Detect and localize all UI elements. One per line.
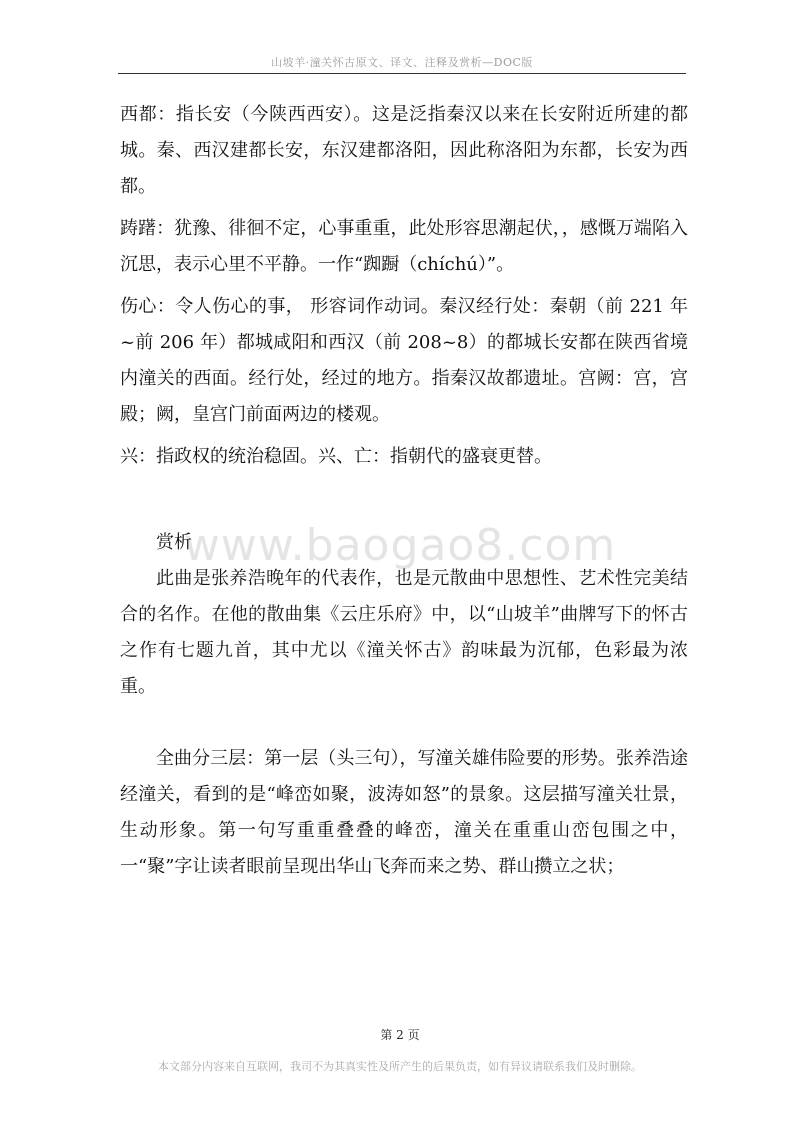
note-xidu: 西都：指长安（今陕西西安）。这是泛指秦汉以来在长安附近所建的都城。秦、西汉建都长安，东汉建都洛阳，因此称洛阳为东都，长安为西都。 bbox=[120, 104, 688, 197]
watermark: www.baogao8.com bbox=[183, 520, 617, 571]
spacer bbox=[120, 705, 688, 741]
note-xing: 兴：指政权的统治稳固。兴、亡：指朝代的盛衰更替。 bbox=[120, 446, 552, 467]
footer-disclaimer: 本文部分内容来自互联网，我司不为其真实性及所产生的后果负责，如有异议请联系我们及时删除。 bbox=[158, 1060, 642, 1073]
note-chouchu: 踌躇：犹豫、徘徊不定，心事重重，此处形容思潮起伏，，感慨万端陷入沉思，表示心里不平静。一作“踟蹰（chíchú）”。 bbox=[120, 218, 688, 275]
note-shangxin: 伤心：令人伤心的事， 形容词作动词。秦汉经行处：秦朝（前 221 年~前 206 年）都城咸阳和西汉（前 208~8）的都城长安都在陕西省境内潼关的西面。经行处，经过的地方。指秦汉故都遗址。宫阙：宫，宫殿；阙，皇宫门前面两边的楼观。 bbox=[120, 296, 688, 425]
spacer bbox=[120, 481, 688, 525]
section-title: 赏析 bbox=[156, 532, 192, 553]
analysis-paragraph: 此曲是张养浩晚年的代表作，也是元散曲中思想性、艺术性完美结合的名作。在他的散曲集《云庄乐府》中，以“山坡羊”曲牌写下的怀古之作有七题九首，其中尤以《潼关怀古》韵味最为沉郁，色彩最为浓重。 bbox=[120, 568, 688, 697]
header-divider bbox=[118, 73, 686, 74]
analysis-paragraph: 全曲分三层：第一层（头三句），写潼关雄伟险要的形势。张养浩途经潼关，看到的是“峰峦如聚，波涛如怒”的景象。这层描写潼关壮景，生动形象。第一句写重重叠叠的峰峦，潼关在重重山峦包围之中，一“聚”字让读者眼前呈现出华山飞奔而来之势、群山攒立之状； bbox=[120, 748, 688, 877]
page-number: 第 2 页 bbox=[380, 1028, 420, 1042]
document-body bbox=[120, 97, 688, 885]
page-header: 山坡羊·潼关怀古原文、译文、注释及赏析—DOC版 bbox=[271, 56, 533, 69]
